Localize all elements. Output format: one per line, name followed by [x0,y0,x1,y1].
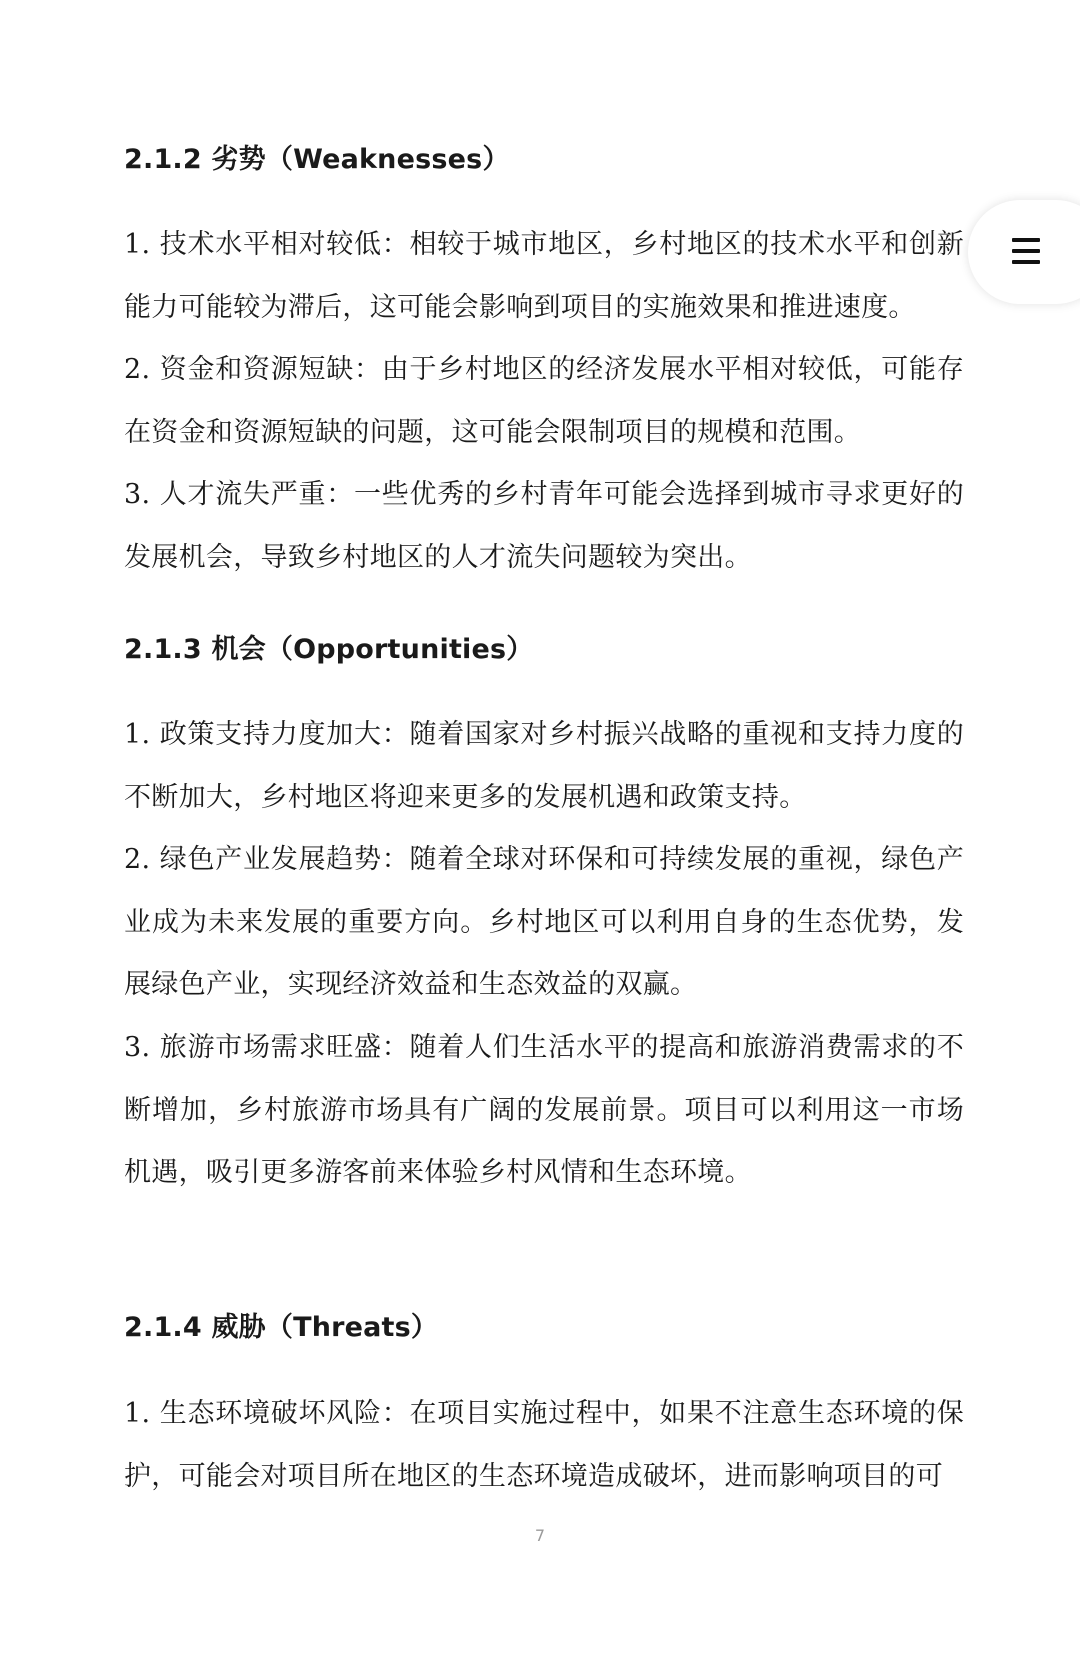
list-item: 2. 绿色产业发展趋势：随着全球对环保和可持续发展的重视，绿色产业成为未来发展的重要方向。乡村地区可以利用自身的生态优势，发展绿色产业，实现经济效益和生态效益的双赢。 [124,844,964,1000]
section-heading-threats: 2.1.4 威胁（Threats） [124,1312,439,1343]
hamburger-menu-icon [1012,238,1040,264]
list-item: 3. 人才流失严重：一些优秀的乡村青年可能会选择到城市寻求更好的发展机会，导致乡村地区的人才流失问题较为突出。 [124,479,964,573]
section-heading-opportunities: 2.1.3 机会（Opportunities） [124,634,534,665]
list-item: 3. 旅游市场需求旺盛：随着人们生活水平的提高和旅游消费需求的不断增加，乡村旅游市场具有广阔的发展前景。项目可以利用这一市场机遇，吸引更多游客前来体验乡村风情和生态环境。 [124,1032,964,1188]
list-item: 1. 技术水平相对较低：相较于城市地区，乡村地区的技术水平和创新能力可能较为滞后，这可能会影响到项目的实施效果和推进速度。 [124,229,964,323]
list-item: 2. 资金和资源短缺：由于乡村地区的经济发展水平相对较低，可能存在资金和资源短缺的问题，这可能会限制项目的规模和范围。 [124,354,964,448]
menu-button[interactable] [968,200,1080,304]
section-heading-weaknesses: 2.1.2 劣势（Weaknesses） [124,144,510,175]
page-number: 7 [534,1526,546,1545]
list-item: 1. 生态环境破坏风险：在项目实施过程中，如果不注意生态环境的保护，可能会对项目所在地区的生态环境造成破坏，进而影响项目的可 [124,1398,964,1492]
list-item: 1. 政策支持力度加大：随着国家对乡村振兴战略的重视和支持力度的不断加大，乡村地区将迎来更多的发展机遇和政策支持。 [124,719,964,813]
